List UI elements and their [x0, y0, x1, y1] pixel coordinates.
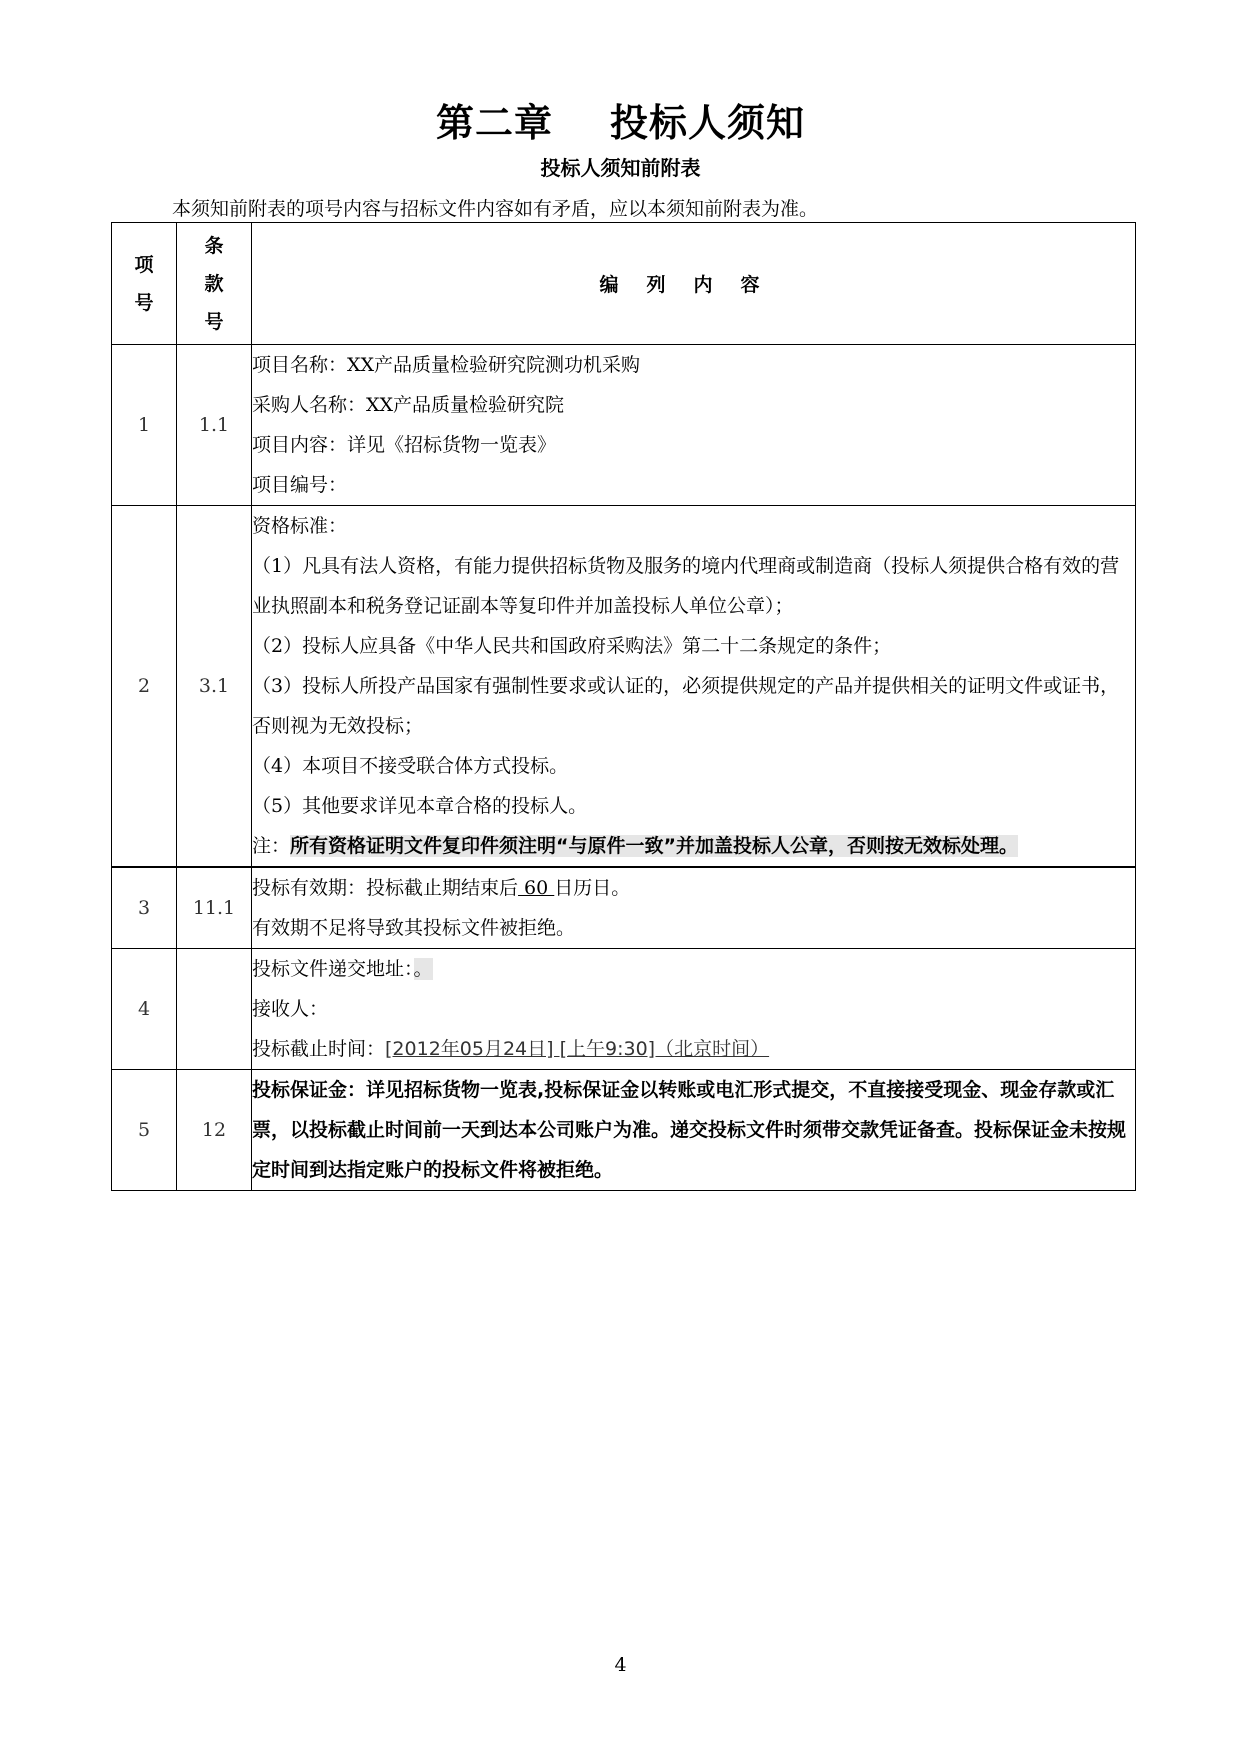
- note-label: 注：: [252, 835, 291, 857]
- page-title: 第二章 投标人须知: [436, 101, 805, 145]
- table-title: 投标人须知前附表: [540, 156, 701, 180]
- validity-label: 投标有效期：投标截止期结束后: [252, 877, 519, 899]
- purchaser-name: 采购人名称：XX产品质量检验研究院: [252, 394, 565, 416]
- deadline-value: [2012年05月24日] [上午9:30]（北京时间）: [385, 1038, 770, 1060]
- table-row: [112, 867, 1136, 949]
- header-clause-no: 条 款 号: [177, 223, 252, 345]
- project-name: 项目名称：XX产品质量检验研究院测功机采购: [252, 354, 641, 376]
- row-content: [252, 867, 1136, 949]
- bid-bond-text: 投标保证金：详见招标货物一览表,投标保证金以转账或电汇形式提交，不直接接受现金、现金存款或汇票，以投标截止时间前一天到达本公司账户为准。递交投标文件时须带交款凭证备查。投标保证金未按规定时间到达指定账户的投标文件将被拒绝。: [252, 1079, 1127, 1181]
- validity-days: 60: [518, 877, 555, 899]
- clause-number: 12: [177, 1070, 252, 1191]
- row-content: [252, 345, 1136, 506]
- qualification-item: （2）投标人应具备《中华人民共和国政府采购法》第二十二条规定的条件；: [252, 635, 892, 657]
- deadline-label: 投标截止时间：: [252, 1038, 386, 1060]
- table-row: [112, 949, 1136, 1070]
- intro-text: 本须知前附表的项号内容与招标文件内容如有矛盾，应以本须知前附表为准。: [172, 198, 819, 220]
- validity-warning: 有效期不足将导致其投标文件被拒绝。: [252, 917, 576, 939]
- row-number: 4: [112, 949, 177, 1070]
- validity-unit: 日历日。: [554, 877, 631, 899]
- header-content: 编列内容: [252, 223, 1136, 345]
- row-number: 3: [112, 867, 177, 949]
- validity-period: [252, 868, 1135, 908]
- row-content: [252, 949, 1136, 1070]
- qualification-heading: 资格标准：: [252, 515, 348, 537]
- row-content: [252, 506, 1136, 868]
- address-label: 投标文件递交地址：: [252, 958, 414, 980]
- row-content: [252, 1070, 1136, 1191]
- qualification-item: （4）本项目不接受联合体方式投标。: [252, 755, 569, 777]
- qualification-item: （1）凡具有法人资格，有能力提供招标货物及服务的境内代理商或制造商（投标人须提供合格有效的营业执照副本和税务登记证副本等复印件并加盖投标人单位公章）；: [252, 555, 1120, 617]
- submission-deadline: [252, 1029, 1135, 1069]
- header-item-no: 项 号: [112, 223, 177, 345]
- clause-number: 3.1: [177, 506, 252, 868]
- qualification-note: [252, 826, 1135, 866]
- project-number: 项目编号：: [252, 474, 348, 496]
- row-number: 2: [112, 506, 177, 868]
- receiver: 接收人：: [252, 998, 329, 1020]
- table-row: [112, 345, 1136, 506]
- row-number: 1: [112, 345, 177, 506]
- header-row: [112, 223, 1136, 345]
- table-row: [112, 1070, 1136, 1191]
- submission-address: [252, 949, 1135, 989]
- note-text: 所有资格证明文件复印件须注明“与原件一致”并加盖投标人公章，否则按无效标处理。: [290, 835, 1018, 857]
- qualification-item: （5）其他要求详见本章合格的投标人。: [252, 795, 588, 817]
- project-content: 项目内容：详见《招标货物一览表》: [252, 434, 557, 456]
- clause-number: 11.1: [177, 867, 252, 949]
- qualification-item: （3）投标人所投产品国家有强制性要求或认证的，必须提供规定的产品并提供相关的证明文件或证书，否则视为无效投标；: [252, 675, 1120, 737]
- instructions-table: [111, 222, 1136, 1191]
- table-row: [112, 506, 1136, 868]
- clause-number: 1.1: [177, 345, 252, 506]
- page-number: 4: [614, 1654, 627, 1676]
- clause-number: [177, 949, 252, 1070]
- address-value: 。: [413, 958, 433, 980]
- row-number: 5: [112, 1070, 177, 1191]
